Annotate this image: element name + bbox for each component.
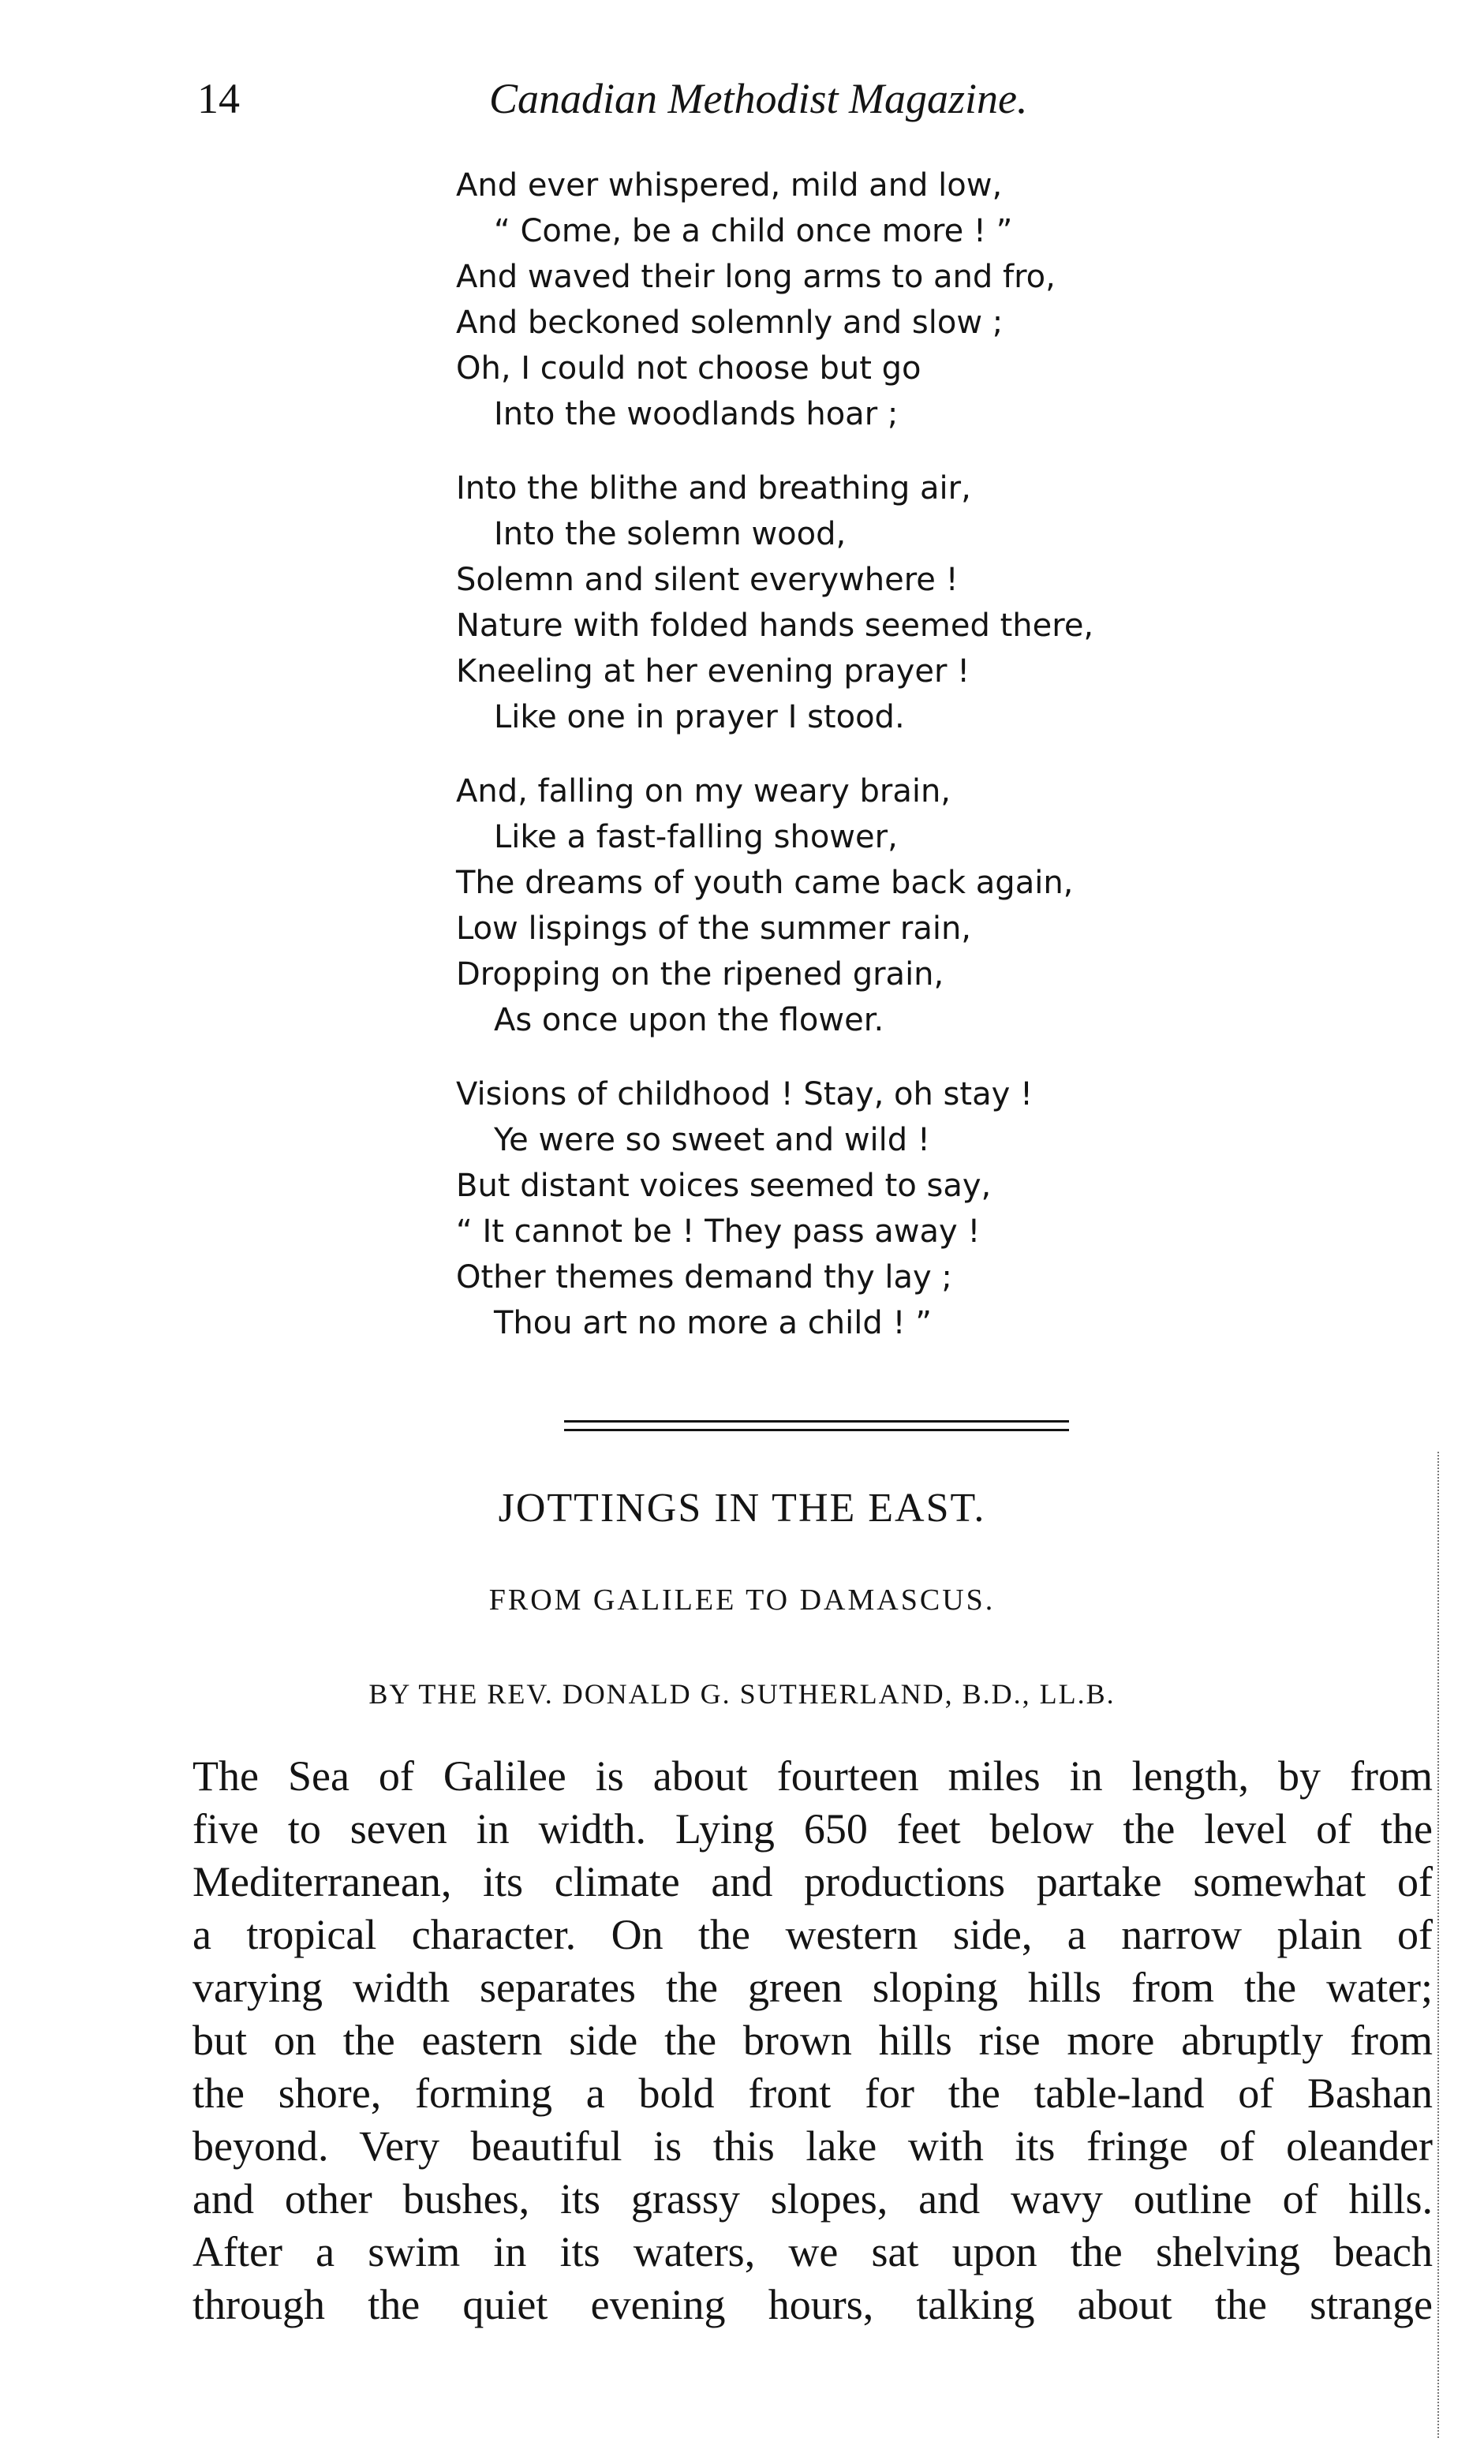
divider-rule — [564, 1429, 1069, 1431]
poem-stanza — [456, 466, 1166, 740]
body-line: and other bushes, its grassy slopes, and wavy outline of hills. — [193, 2175, 1433, 2223]
poem-line: Into the woodlands hoar ; — [494, 396, 899, 432]
poem-line: And beckoned solemnly and slow ; — [456, 305, 1004, 341]
scan-edge-marks — [1437, 1452, 1482, 2438]
body-line: After a swim in its waters, we sat upon the shelving beach — [193, 2228, 1433, 2275]
poem-line: “ It cannot be ! They pass away ! — [456, 1213, 981, 1250]
poem-line: But distant voices seemed to say, — [456, 1168, 992, 1204]
article-body — [193, 1750, 1433, 2331]
poem-line: And waved their long arms to and fro, — [456, 259, 1056, 295]
running-title: Canadian Methodist Magazine. — [489, 75, 1028, 122]
poem-stanza — [456, 1071, 1166, 1346]
poem-line: The dreams of youth came back again, — [456, 865, 1074, 901]
body-line: varying width separates the green sloping hills from the water; — [193, 1964, 1433, 2011]
body-line: but on the eastern side the brown hills rise more abruptly from — [193, 2017, 1433, 2064]
poem-line: Nature with folded hands seemed there, — [456, 608, 1094, 644]
poem-line: As once upon the flower. — [494, 1002, 884, 1038]
divider-rule — [564, 1420, 1069, 1423]
body-line: five to seven in width. Lying 650 feet below the level of the — [193, 1805, 1433, 1853]
article-subtitle: FROM GALILEE TO DAMASCUS. — [488, 1583, 996, 1617]
poem-line: Oh, I could not choose but go — [456, 350, 921, 387]
body-line: beyond. Very beautiful is this lake with its fringe of oleander — [193, 2122, 1433, 2170]
poem-line: Low lispings of the summer rain, — [456, 910, 972, 947]
poem-line: Kneeling at her evening prayer ! — [456, 653, 970, 690]
body-line: Mediterranean, its climate and productions partake somewhat of — [193, 1858, 1433, 1905]
article-byline: BY THE REV. DONALD G. SUTHERLAND, B.D., LL.B. — [368, 1678, 1116, 1710]
poem-line: Thou art no more a child ! ” — [494, 1305, 932, 1341]
poem-stanza — [456, 768, 1166, 1043]
poem-line: Ye were so sweet and wild ! — [494, 1122, 930, 1158]
poem-line: Into the blithe and breathing air, — [456, 470, 971, 507]
body-line: the shore, forming a bold front for the table-land of Bashan — [193, 2070, 1433, 2117]
poem-line: Like one in prayer I stood. — [494, 699, 905, 735]
article-title: JOTTINGS IN THE EAST. — [498, 1486, 986, 1531]
poem-line: Other themes demand thy lay ; — [456, 1259, 952, 1296]
poem-line: Like a fast-falling shower, — [494, 819, 898, 855]
poem-line: Solemn and silent everywhere ! — [456, 562, 959, 598]
section-divider — [564, 1420, 1069, 1438]
body-line: through the quiet evening hours, talking about the strange — [193, 2281, 1433, 2328]
page-number: 14 — [197, 75, 240, 122]
poem-line: “ Come, be a child once more ! ” — [494, 213, 1013, 249]
poem-line: Dropping on the ripened grain, — [456, 956, 944, 993]
body-line: The Sea of Galilee is about fourteen miles in length, by from — [193, 1752, 1433, 1800]
poem — [456, 163, 1166, 1374]
poem-line: Visions of childhood ! Stay, oh stay ! — [456, 1076, 1033, 1112]
poem-line: And, falling on my weary brain, — [456, 773, 951, 809]
body-line: a tropical character. On the western side, a narrow plain of — [193, 1911, 1433, 1958]
poem-line: Into the solemn wood, — [494, 516, 847, 552]
poem-stanza — [456, 163, 1166, 437]
poem-line: And ever whispered, mild and low, — [456, 167, 1003, 204]
